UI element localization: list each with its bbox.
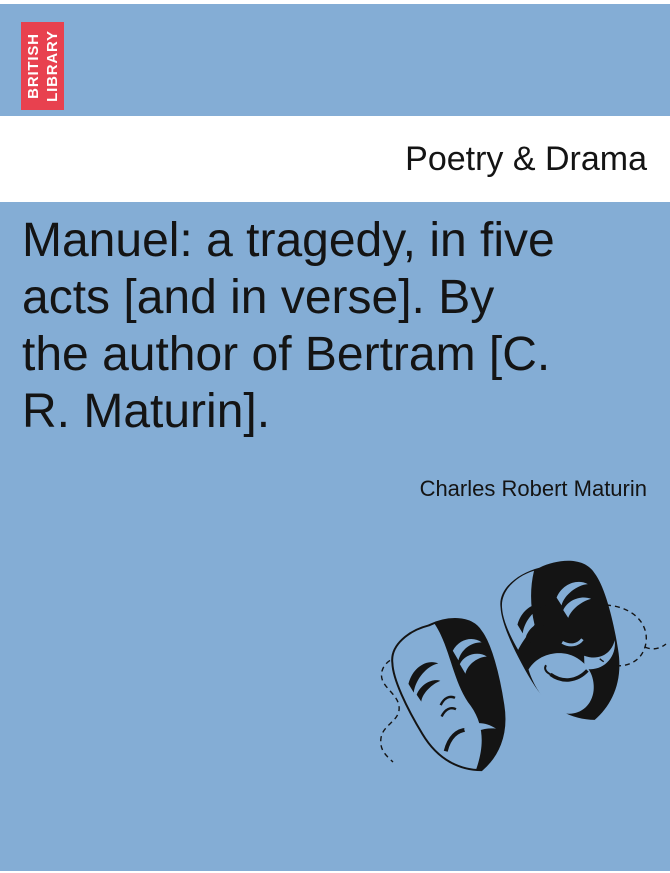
category-label: Poetry & Drama xyxy=(405,139,647,178)
british-library-logo xyxy=(21,22,64,110)
logo-line-british: BRITISH xyxy=(24,33,42,99)
comedy-mask xyxy=(490,549,644,737)
title-line-2: acts [and in verse]. By xyxy=(22,271,495,324)
author-name: Charles Robert Maturin xyxy=(419,476,647,501)
category-band xyxy=(0,116,670,202)
title-line-4: R. Maturin]. xyxy=(22,385,271,438)
title-line-1: Manuel: a tragedy, in five xyxy=(22,214,555,267)
tragedy-mask xyxy=(382,608,528,787)
title-line-3: the author of Bertram [C. xyxy=(22,328,551,381)
british-library-logo-text xyxy=(21,22,64,110)
book-title xyxy=(22,212,652,440)
logo-line-library: LIBRARY xyxy=(43,30,61,102)
theatre-masks-icon xyxy=(348,545,668,805)
